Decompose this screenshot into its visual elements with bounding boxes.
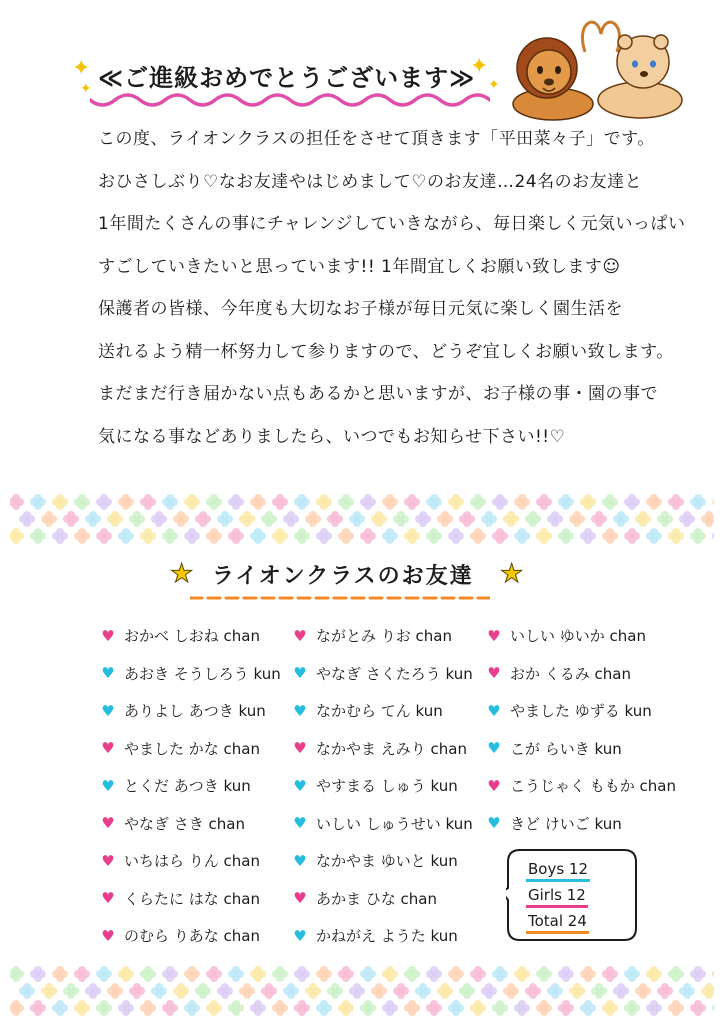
heart-icon: ♥ bbox=[101, 889, 115, 908]
pattern-flower bbox=[118, 1000, 134, 1016]
pattern-flower bbox=[272, 528, 288, 544]
friend-list-item bbox=[100, 617, 310, 655]
pattern-flower bbox=[52, 528, 68, 544]
pattern-flower bbox=[624, 494, 640, 510]
pattern-flower bbox=[569, 983, 585, 999]
pattern-flower bbox=[514, 528, 530, 544]
pattern-flower bbox=[74, 966, 90, 982]
pattern-flower bbox=[85, 511, 101, 527]
pattern-flower bbox=[206, 494, 222, 510]
pattern-flower bbox=[272, 494, 288, 510]
decorative-pattern-band bbox=[10, 494, 714, 546]
sparkle-icon: ✦ bbox=[488, 77, 500, 93]
pattern-flower bbox=[338, 1000, 354, 1016]
pattern-flower bbox=[360, 1000, 376, 1016]
pattern-flower bbox=[426, 1000, 442, 1016]
pattern-flower bbox=[558, 966, 574, 982]
pattern-flower bbox=[371, 983, 387, 999]
pattern-flower bbox=[74, 528, 90, 544]
pattern-flower bbox=[294, 528, 310, 544]
pattern-flower bbox=[514, 1000, 530, 1016]
pattern-flower bbox=[646, 1000, 662, 1016]
pattern-flower bbox=[668, 1000, 684, 1016]
friend-name: あおき そうしろう kun bbox=[124, 664, 281, 683]
pattern-flower bbox=[437, 511, 453, 527]
friend-name: なかやま えみり chan bbox=[316, 739, 467, 758]
heart-icon: ♥ bbox=[487, 701, 501, 720]
pattern-flower bbox=[129, 511, 145, 527]
friend-list-item bbox=[100, 767, 310, 805]
pattern-flower bbox=[712, 494, 714, 510]
pattern-flower bbox=[74, 494, 90, 510]
pattern-flower bbox=[547, 983, 563, 999]
pattern-flower bbox=[536, 966, 552, 982]
section-title: ライオンクラスのお友達 bbox=[212, 564, 474, 589]
pattern-flower bbox=[360, 494, 376, 510]
pattern-flower bbox=[10, 528, 24, 544]
pattern-flower bbox=[85, 983, 101, 999]
pattern-flower bbox=[580, 494, 596, 510]
pattern-flower bbox=[41, 983, 57, 999]
pattern-flower bbox=[316, 1000, 332, 1016]
pattern-flower bbox=[10, 1000, 24, 1016]
message-line: 送れるよう精一杯努力して参りますので、どうぞ宜しくお願い致します。 bbox=[98, 341, 674, 362]
heart-icon: ♥ bbox=[293, 739, 307, 758]
friend-name: なかむら てん kun bbox=[316, 702, 443, 721]
friend-name: おかべ しおね chan bbox=[124, 627, 260, 646]
heart-icon: ♥ bbox=[293, 926, 307, 945]
pattern-flower bbox=[580, 1000, 596, 1016]
friend-list-item bbox=[100, 692, 310, 730]
pattern-flower bbox=[228, 966, 244, 982]
heart-icon: ♥ bbox=[293, 776, 307, 795]
pattern-flower bbox=[701, 983, 714, 999]
pattern-flower bbox=[206, 528, 222, 544]
pattern-flower bbox=[10, 494, 24, 510]
pattern-flower bbox=[118, 966, 134, 982]
dashed-underline bbox=[190, 595, 490, 601]
pattern-flower bbox=[195, 511, 211, 527]
pattern-flower bbox=[701, 511, 714, 527]
friend-name: おか くるみ chan bbox=[510, 664, 631, 683]
pattern-flower bbox=[679, 511, 695, 527]
pattern-flower bbox=[360, 528, 376, 544]
pattern-flower bbox=[206, 1000, 222, 1016]
heart-icon: ♥ bbox=[101, 851, 115, 870]
friend-list-item bbox=[100, 730, 310, 768]
heart-icon: ♥ bbox=[101, 664, 115, 683]
pattern-flower bbox=[459, 511, 475, 527]
friend-name: かねがえ ようた kun bbox=[316, 927, 458, 946]
pattern-flower bbox=[415, 511, 431, 527]
pattern-flower bbox=[492, 966, 508, 982]
friend-list-item bbox=[292, 617, 502, 655]
pattern-flower bbox=[591, 511, 607, 527]
heart-icon: ♥ bbox=[101, 626, 115, 645]
heart-icon: ♥ bbox=[293, 851, 307, 870]
pattern-flower bbox=[613, 983, 629, 999]
pattern-flower bbox=[525, 511, 541, 527]
pattern-flower bbox=[470, 966, 486, 982]
pattern-flower bbox=[294, 494, 310, 510]
pattern-flower bbox=[393, 983, 409, 999]
pattern-flower bbox=[591, 983, 607, 999]
pattern-flower bbox=[448, 966, 464, 982]
heart-icon: ♥ bbox=[293, 889, 307, 908]
pattern-flower bbox=[96, 528, 112, 544]
friend-name: こが らいき kun bbox=[510, 739, 622, 758]
heart-icon: ♥ bbox=[293, 701, 307, 720]
message-line: まだまだ行き届かない点もあるかと思いますが、お子様の事・園の事で bbox=[98, 384, 658, 404]
pattern-flower bbox=[679, 983, 695, 999]
friends-column bbox=[292, 617, 502, 955]
pattern-flower bbox=[712, 528, 714, 544]
heart-icon: ♥ bbox=[487, 626, 501, 645]
friend-list-item bbox=[486, 655, 696, 693]
pattern-flower bbox=[118, 494, 134, 510]
pattern-flower bbox=[624, 528, 640, 544]
pattern-flower bbox=[30, 528, 46, 544]
pattern-flower bbox=[52, 966, 68, 982]
pattern-flower bbox=[558, 1000, 574, 1016]
friend-name: あかま ひな chan bbox=[316, 889, 437, 908]
pattern-flower bbox=[162, 494, 178, 510]
pattern-flower bbox=[305, 983, 321, 999]
friend-name: いちはら りん chan bbox=[124, 852, 260, 871]
title-wave-underline bbox=[90, 92, 490, 112]
star-icon: ★ bbox=[500, 559, 524, 589]
pattern-flower bbox=[646, 494, 662, 510]
pattern-flower bbox=[558, 494, 574, 510]
heart-icon: ♥ bbox=[101, 776, 115, 795]
pattern-flower bbox=[327, 511, 343, 527]
pattern-flower bbox=[162, 528, 178, 544]
friend-list-item bbox=[292, 767, 502, 805]
heart-icon: ♥ bbox=[101, 814, 115, 833]
pattern-flower bbox=[602, 1000, 618, 1016]
friend-name: やなぎ さき chan bbox=[124, 814, 245, 833]
pattern-flower bbox=[448, 1000, 464, 1016]
pattern-flower bbox=[547, 511, 563, 527]
pattern-flower bbox=[492, 528, 508, 544]
friend-name: やました ゆずる kun bbox=[510, 702, 652, 721]
girls-count: Girls 12 bbox=[526, 886, 588, 908]
pattern-flower bbox=[404, 966, 420, 982]
pattern-flower bbox=[668, 966, 684, 982]
friend-name: とくだ あつき kun bbox=[124, 777, 251, 796]
pattern-flower bbox=[316, 528, 332, 544]
heart-icon: ♥ bbox=[101, 701, 115, 720]
pattern-flower bbox=[140, 528, 156, 544]
heart-icon: ♥ bbox=[487, 776, 501, 795]
pattern-flower bbox=[19, 511, 35, 527]
pattern-flower bbox=[294, 966, 310, 982]
pattern-flower bbox=[140, 966, 156, 982]
heart-icon: ♥ bbox=[293, 814, 307, 833]
friend-list-item bbox=[486, 692, 696, 730]
message-line: すごしていきたいと思っています!! 1年間宜しくお願い致します☺ bbox=[98, 256, 621, 277]
pattern-flower bbox=[668, 494, 684, 510]
friend-list-item bbox=[100, 805, 310, 843]
pattern-flower bbox=[492, 494, 508, 510]
pattern-flower bbox=[129, 983, 145, 999]
pattern-flower bbox=[712, 966, 714, 982]
pattern-flower bbox=[382, 966, 398, 982]
heart-icon: ♥ bbox=[293, 626, 307, 645]
pattern-flower bbox=[140, 1000, 156, 1016]
pattern-flower bbox=[470, 494, 486, 510]
friend-list-item bbox=[292, 917, 502, 955]
friend-name: こうじゃく ももか chan bbox=[510, 777, 676, 796]
pattern-flower bbox=[162, 966, 178, 982]
friend-list-item bbox=[100, 842, 310, 880]
pattern-flower bbox=[525, 983, 541, 999]
pattern-flower bbox=[41, 511, 57, 527]
friends-column bbox=[100, 617, 310, 955]
pattern-flower bbox=[228, 528, 244, 544]
pattern-flower bbox=[96, 494, 112, 510]
pattern-flower bbox=[426, 494, 442, 510]
pattern-flower bbox=[415, 983, 431, 999]
friend-list-item bbox=[292, 805, 502, 843]
pattern-flower bbox=[470, 528, 486, 544]
pattern-flower bbox=[107, 511, 123, 527]
lion-cubs-illustration bbox=[505, 12, 685, 124]
pattern-flower bbox=[250, 494, 266, 510]
pattern-flower bbox=[536, 1000, 552, 1016]
pattern-flower bbox=[558, 528, 574, 544]
pattern-flower bbox=[184, 528, 200, 544]
pattern-flower bbox=[404, 1000, 420, 1016]
pattern-flower bbox=[448, 528, 464, 544]
heart-icon: ♥ bbox=[293, 664, 307, 683]
pattern-flower bbox=[151, 511, 167, 527]
friend-name: やなぎ さくたろう kun bbox=[316, 664, 473, 683]
pattern-flower bbox=[536, 494, 552, 510]
pattern-flower bbox=[690, 966, 706, 982]
pattern-flower bbox=[316, 966, 332, 982]
pattern-flower bbox=[404, 494, 420, 510]
pattern-flower bbox=[10, 966, 24, 982]
message-line: 気になる事などありましたら、いつでもお知らせ下さい!!♡ bbox=[98, 426, 566, 447]
pattern-flower bbox=[195, 983, 211, 999]
pattern-flower bbox=[96, 1000, 112, 1016]
heart-icon: ♥ bbox=[487, 664, 501, 683]
pattern-flower bbox=[173, 983, 189, 999]
friend-name: いしい ゆいか chan bbox=[510, 627, 646, 646]
pattern-flower bbox=[239, 983, 255, 999]
pattern-flower bbox=[283, 511, 299, 527]
pattern-flower bbox=[459, 983, 475, 999]
pattern-flower bbox=[239, 511, 255, 527]
star-icon: ★ bbox=[170, 559, 194, 589]
pattern-flower bbox=[635, 983, 651, 999]
heart-icon: ♥ bbox=[101, 926, 115, 945]
friend-name: きど けいご kun bbox=[510, 814, 622, 833]
pattern-flower bbox=[349, 511, 365, 527]
pattern-flower bbox=[74, 1000, 90, 1016]
pattern-flower bbox=[250, 1000, 266, 1016]
sparkle-icon: ✦ bbox=[470, 54, 489, 79]
pattern-flower bbox=[349, 983, 365, 999]
pattern-flower bbox=[151, 983, 167, 999]
pattern-flower bbox=[492, 1000, 508, 1016]
pattern-flower bbox=[338, 966, 354, 982]
friend-name: ながとみ りお chan bbox=[316, 627, 452, 646]
pattern-flower bbox=[30, 494, 46, 510]
pattern-flower bbox=[470, 1000, 486, 1016]
pattern-flower bbox=[503, 983, 519, 999]
title-block bbox=[70, 52, 510, 112]
pattern-flower bbox=[481, 983, 497, 999]
pattern-flower bbox=[338, 528, 354, 544]
decorative-pattern-band bbox=[10, 966, 714, 1018]
pattern-flower bbox=[261, 983, 277, 999]
message-line: 保護者の皆様、今年度も大切なお子様が毎日元気に楽しく園生活を bbox=[98, 299, 623, 319]
pattern-flower bbox=[437, 983, 453, 999]
pattern-flower bbox=[712, 1000, 714, 1016]
pattern-flower bbox=[657, 511, 673, 527]
pattern-flower bbox=[250, 966, 266, 982]
pattern-flower bbox=[602, 966, 618, 982]
pattern-flower bbox=[371, 511, 387, 527]
pattern-flower bbox=[206, 966, 222, 982]
pattern-flower bbox=[140, 494, 156, 510]
pattern-flower bbox=[426, 528, 442, 544]
pattern-flower bbox=[624, 966, 640, 982]
message-line: 1年間たくさんの事にチャレンジしていきながら、毎日楽しく元気いっぱい bbox=[98, 214, 686, 234]
pattern-flower bbox=[690, 528, 706, 544]
pattern-flower bbox=[283, 983, 299, 999]
page-title: ≪ご進級おめでとうございます≫ bbox=[98, 64, 476, 92]
pattern-flower bbox=[327, 983, 343, 999]
boys-count: Boys 12 bbox=[526, 860, 590, 882]
pattern-flower bbox=[646, 528, 662, 544]
pattern-flower bbox=[426, 966, 442, 982]
pattern-flower bbox=[624, 1000, 640, 1016]
friend-list-item bbox=[486, 805, 696, 843]
friend-name: ありよし あつき kun bbox=[124, 702, 266, 721]
friend-name: やました かな chan bbox=[124, 739, 260, 758]
pattern-flower bbox=[514, 494, 530, 510]
pattern-flower bbox=[448, 494, 464, 510]
message-line: おひさしぶり♡なお友達やはじめまして♡のお友達…24名のお友達と bbox=[98, 171, 643, 192]
pattern-flower bbox=[96, 966, 112, 982]
pattern-flower bbox=[536, 528, 552, 544]
friend-list-item bbox=[292, 655, 502, 693]
pattern-flower bbox=[305, 511, 321, 527]
friend-list-item bbox=[100, 917, 310, 955]
greeting-message bbox=[98, 118, 698, 458]
pattern-flower bbox=[261, 511, 277, 527]
friend-list-item bbox=[292, 842, 502, 880]
pattern-flower bbox=[52, 1000, 68, 1016]
sparkle-icon: ✦ bbox=[72, 56, 91, 81]
pattern-flower bbox=[184, 1000, 200, 1016]
pattern-flower bbox=[118, 528, 134, 544]
pattern-flower bbox=[63, 511, 79, 527]
friend-list-item bbox=[292, 730, 502, 768]
pattern-flower bbox=[228, 494, 244, 510]
pattern-flower bbox=[250, 528, 266, 544]
pattern-flower bbox=[52, 494, 68, 510]
pattern-flower bbox=[382, 1000, 398, 1016]
pattern-flower bbox=[360, 966, 376, 982]
sparkle-icon: ✦ bbox=[80, 81, 92, 97]
pattern-flower bbox=[184, 966, 200, 982]
message-line: この度、ライオンクラスの担任をさせて頂きます「平田菜々子」です。 bbox=[98, 129, 655, 149]
pattern-flower bbox=[580, 528, 596, 544]
friend-list-item bbox=[486, 767, 696, 805]
pattern-flower bbox=[272, 966, 288, 982]
pattern-flower bbox=[382, 494, 398, 510]
pattern-flower bbox=[316, 494, 332, 510]
friend-list-item bbox=[292, 692, 502, 730]
class-tally-bubble bbox=[506, 848, 638, 942]
pattern-flower bbox=[404, 528, 420, 544]
pattern-flower bbox=[602, 528, 618, 544]
pattern-flower bbox=[30, 1000, 46, 1016]
pattern-flower bbox=[19, 983, 35, 999]
pattern-flower bbox=[30, 966, 46, 982]
pattern-flower bbox=[184, 494, 200, 510]
friend-name: くらたに はな chan bbox=[124, 889, 260, 908]
pattern-flower bbox=[217, 983, 233, 999]
pattern-flower bbox=[382, 528, 398, 544]
pattern-flower bbox=[162, 1000, 178, 1016]
pattern-flower bbox=[63, 983, 79, 999]
pattern-flower bbox=[657, 983, 673, 999]
pattern-flower bbox=[668, 528, 684, 544]
friend-list-item bbox=[486, 617, 696, 655]
pattern-flower bbox=[635, 511, 651, 527]
total-count: Total 24 bbox=[526, 912, 589, 934]
heart-icon: ♥ bbox=[101, 739, 115, 758]
class-friends-heading bbox=[160, 555, 560, 607]
friend-list-item bbox=[100, 880, 310, 918]
pattern-flower bbox=[338, 494, 354, 510]
pattern-flower bbox=[173, 511, 189, 527]
pattern-flower bbox=[514, 966, 530, 982]
heart-icon: ♥ bbox=[487, 739, 501, 758]
pattern-flower bbox=[613, 511, 629, 527]
pattern-flower bbox=[294, 1000, 310, 1016]
pattern-flower bbox=[481, 511, 497, 527]
friend-name: やすまる しゅう kun bbox=[316, 777, 458, 796]
pattern-flower bbox=[503, 511, 519, 527]
pattern-flower bbox=[690, 494, 706, 510]
pattern-flower bbox=[228, 1000, 244, 1016]
friend-list-item bbox=[292, 880, 502, 918]
friend-name: いしい しゅうせい kun bbox=[316, 814, 473, 833]
pattern-flower bbox=[690, 1000, 706, 1016]
pattern-flower bbox=[272, 1000, 288, 1016]
pattern-flower bbox=[646, 966, 662, 982]
pattern-flower bbox=[107, 983, 123, 999]
pattern-flower bbox=[393, 511, 409, 527]
pattern-flower bbox=[217, 511, 233, 527]
friends-column bbox=[486, 617, 696, 842]
friend-name: のむら りあな chan bbox=[124, 927, 260, 946]
friend-name: なかやま ゆいと kun bbox=[316, 852, 458, 871]
friend-list-item bbox=[486, 730, 696, 768]
pattern-flower bbox=[569, 511, 585, 527]
pattern-flower bbox=[602, 494, 618, 510]
pattern-flower bbox=[580, 966, 596, 982]
heart-icon: ♥ bbox=[487, 814, 501, 833]
friend-list-item bbox=[100, 655, 310, 693]
